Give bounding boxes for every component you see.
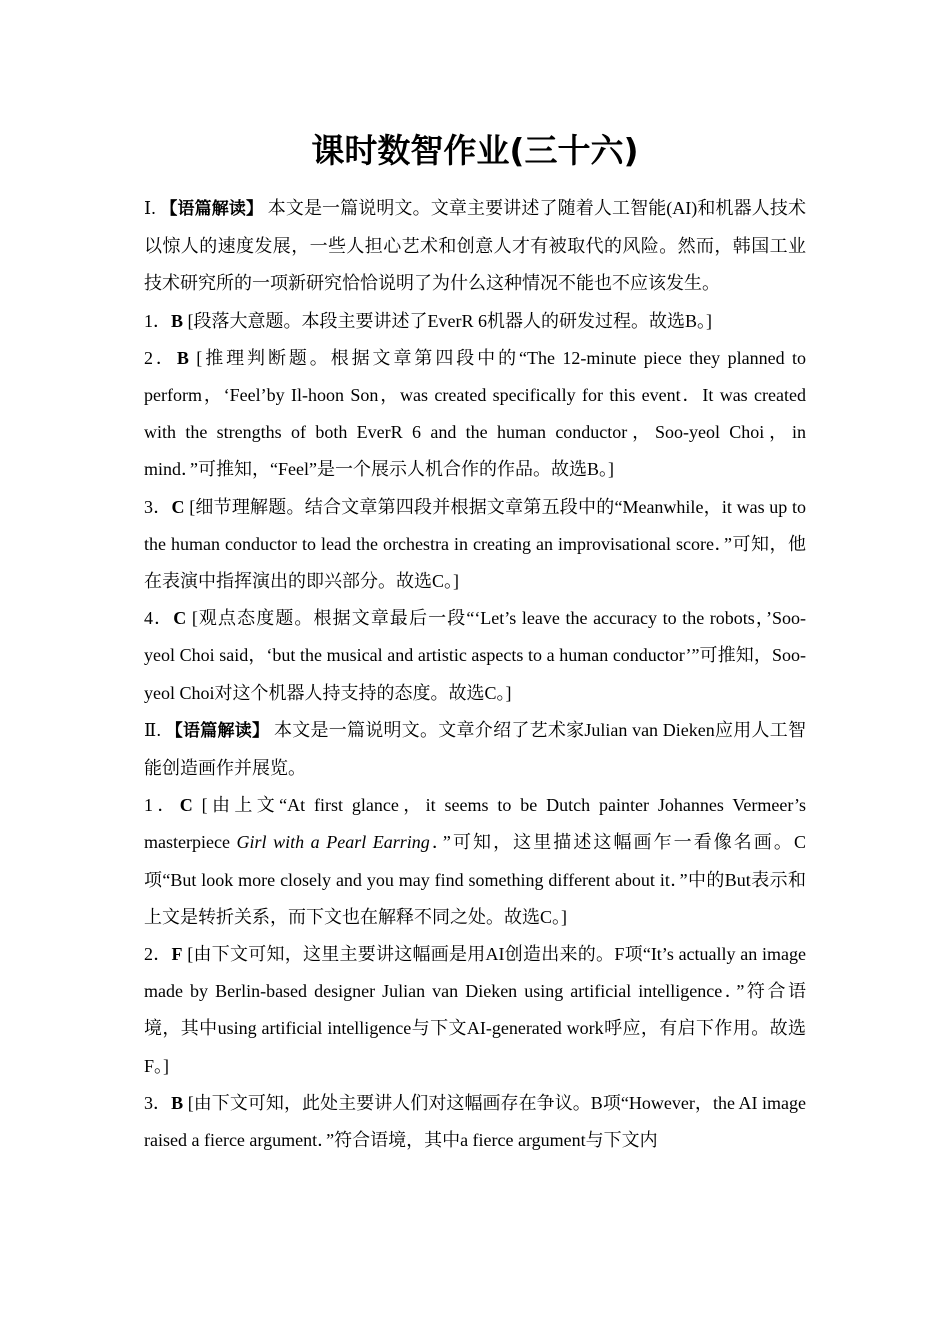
section-1-summary: 本文是一篇说明文。文章主要讲述了随着人工智能(AI)和机器人技术以惊人的速度发展，一些人担心艺术和创意人才有被取代的风险。然而，韩国工业技术研究所的一项新研究恰恰说明了为什么这种情况不能也不应该发生。 xyxy=(144,198,807,294)
item-explanation: [由下文可知，这里主要讲这幅画是用AI创造出来的。F项“It’s actually an image made by Berlin-based designer Julian van Dieken using artificial intelligence．”符合语境，其中using artificial intelligence与下文AI-generated work呼应，有启下作用。故选F。] xyxy=(144,944,807,1076)
section-2-summary: 本文是一篇说明文。文章介绍了艺术家Julian van Dieken应用人工智能创造画作并展览。 xyxy=(144,719,807,779)
item-explanation-part: [由上文“At first glance，it seems to be Dutch painter Johannes Vermeer’s masterpiece xyxy=(144,795,807,853)
item-number: 1． xyxy=(144,310,171,331)
item-number: 2． xyxy=(144,944,172,965)
item-explanation: [段落大意题。本段主要讲述了EverR 6机器人的研发过程。故选B。] xyxy=(187,310,712,331)
section-1-intro xyxy=(144,190,806,303)
item-number: 2． xyxy=(144,347,177,368)
item-answer: C xyxy=(173,608,187,629)
item-explanation: [细节理解题。结合文章第四段并根据文章第五段中的“Meanwhile，it was up to the human conductor to lead the orchestra in creating an improvisational score．”可知，他在表演中指挥演出的即兴部分。故选C。] xyxy=(144,496,807,592)
section-1-numeral: Ⅰ. xyxy=(144,198,156,218)
item-answer: B xyxy=(171,310,184,331)
section-2-numeral: Ⅱ. xyxy=(144,719,161,740)
item-explanation: [观点态度题。根据文章最后一段“‘Let’s leave the accuracy to the robots，’Soo-yeol Choi said，‘but the musical and artistic aspects to a human conductor’”可推知，Soo-yeol Choi对这个机器人持支持的态度。故选C。] xyxy=(144,608,807,703)
item-answer: C xyxy=(179,795,193,816)
item-explanation-part: ．”可知，这里描述这幅画乍一看像名画。C项“But look more closely and you may find something different about it．”中的But表示和上文是转折关系，而下文也在解释不同之处。故选C。] xyxy=(144,832,806,927)
answer-item xyxy=(144,936,806,1085)
item-number: 3． xyxy=(144,496,172,517)
item-explanation: [推理判断题。根据文章第四段中的“The 12-minute piece they planned to perform，‘Feel’by Il-hoon Son，was created specifically for this event．It was created with the strengths of both EverR 6 and the human conductor，Soo-yeol Choi，in mind．”可推知，“Feel”是一个展示人机合作的作品。故选B。] xyxy=(144,347,806,480)
section-2-tag: 【语篇解读】 xyxy=(165,720,270,741)
item-answer: B xyxy=(176,347,189,368)
item-number: 3． xyxy=(144,1092,172,1113)
item-answer: C xyxy=(171,496,185,517)
item-number: 1． xyxy=(144,795,180,816)
answer-item xyxy=(144,600,806,712)
item-answer: B xyxy=(171,1092,184,1113)
item-number: 4． xyxy=(144,608,174,629)
item-explanation: [由下文可知，此处主要讲人们对这幅画存在争议。B项“However，the AI image raised a fierce argument．”符合语境，其中a fierce argument与下文内 xyxy=(144,1092,807,1151)
answer-item xyxy=(144,340,806,489)
section-2-intro xyxy=(144,712,806,787)
painting-title: Girl with a Pearl Earring xyxy=(236,832,430,853)
section-1-tag: 【语篇解读】 xyxy=(160,199,264,219)
answer-item xyxy=(144,1085,806,1159)
answer-item xyxy=(144,303,806,340)
answer-item xyxy=(144,787,806,936)
answer-item xyxy=(144,489,806,601)
document-body xyxy=(144,190,806,1159)
page-title: 课时数智作业(三十六) xyxy=(311,131,639,170)
item-answer: F xyxy=(171,944,183,965)
item-explanation xyxy=(144,795,806,927)
